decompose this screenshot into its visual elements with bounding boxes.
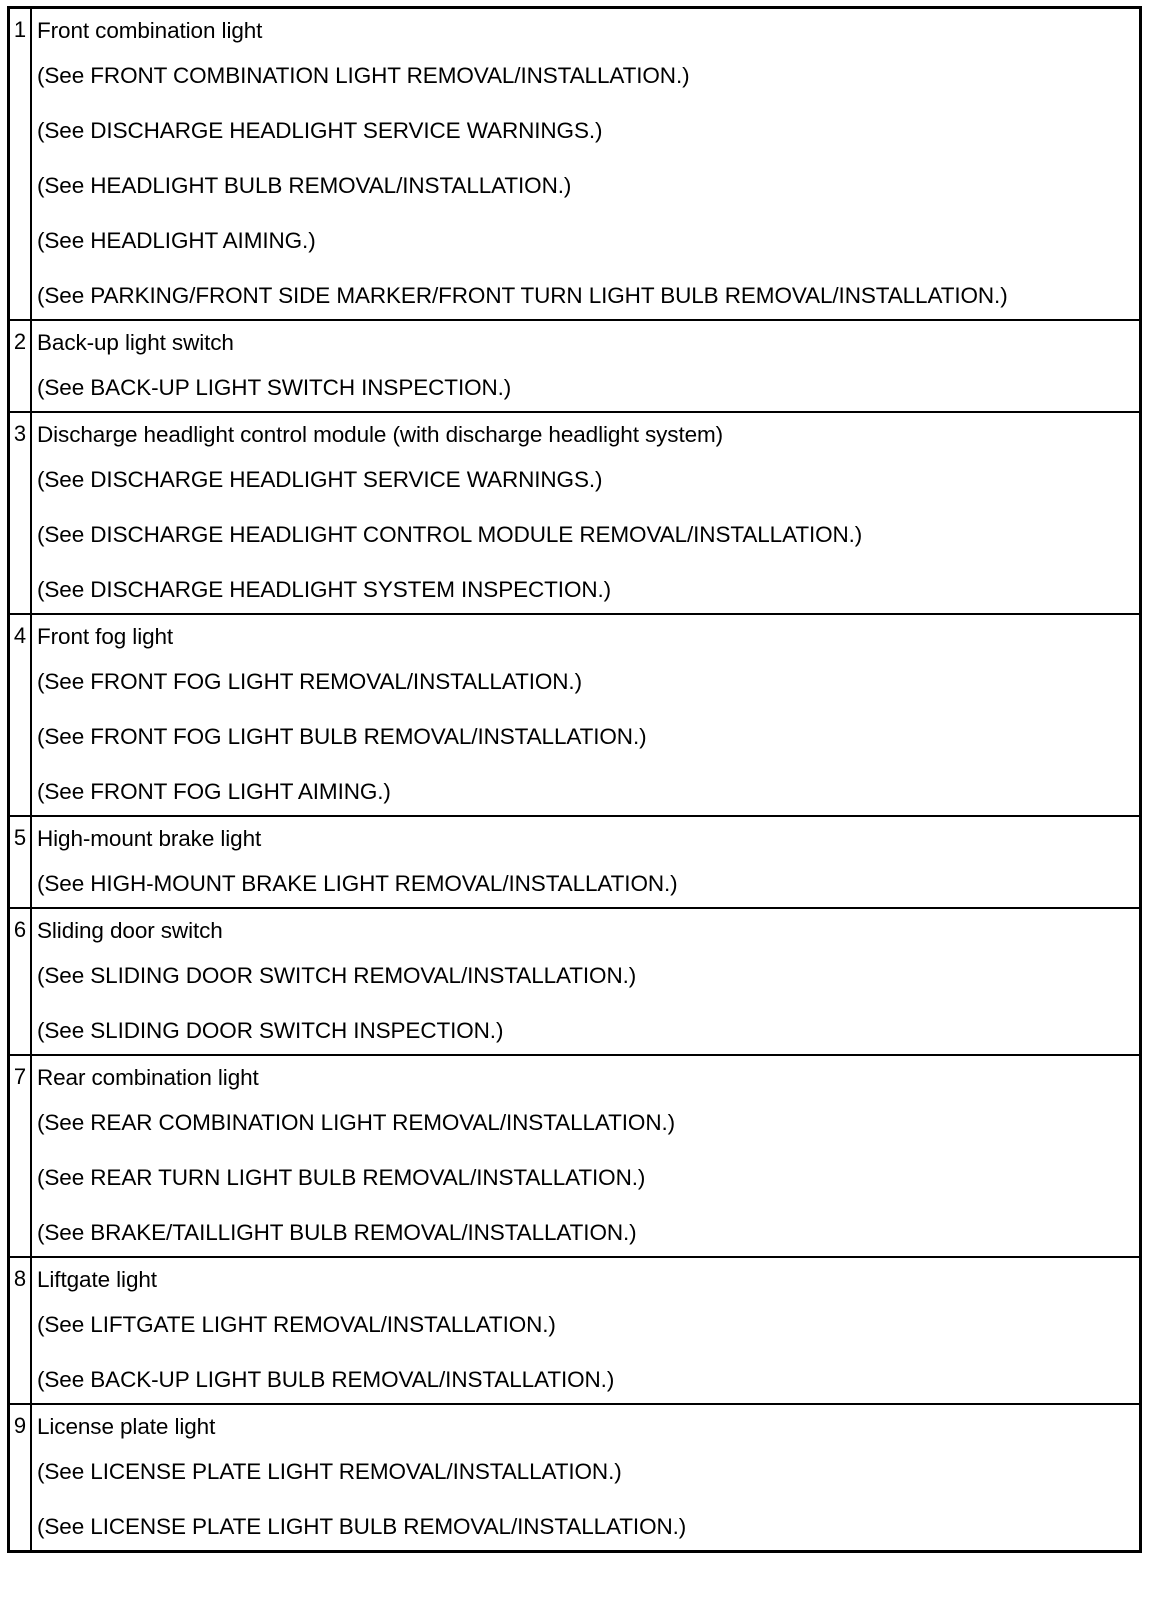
- reference-link[interactable]: (See DISCHARGE HEADLIGHT CONTROL MODULE REMOVAL/INSTALLATION.): [37, 522, 863, 547]
- row-content: [32, 413, 1139, 613]
- table-row: [10, 1054, 1139, 1256]
- component-name: Front fog light: [37, 624, 174, 649]
- reference-link[interactable]: (See FRONT FOG LIGHT REMOVAL/INSTALLATION.): [37, 669, 582, 694]
- table-row: [10, 1403, 1139, 1550]
- row-number: 5: [10, 817, 32, 907]
- reference-link[interactable]: (See DISCHARGE HEADLIGHT SYSTEM INSPECTION.): [37, 577, 612, 602]
- component-name: Front combination light: [37, 18, 263, 43]
- reference-link[interactable]: (See FRONT FOG LIGHT AIMING.): [37, 779, 391, 804]
- reference-link[interactable]: (See SLIDING DOOR SWITCH REMOVAL/INSTALLATION.): [37, 963, 637, 988]
- reference-link[interactable]: (See HIGH-MOUNT BRAKE LIGHT REMOVAL/INSTALLATION.): [37, 871, 678, 896]
- reference-link[interactable]: (See FRONT COMBINATION LIGHT REMOVAL/INSTALLATION.): [37, 63, 690, 88]
- row-number: 2: [10, 321, 32, 411]
- row-content: [32, 1405, 1139, 1550]
- component-name: Rear combination light: [37, 1065, 259, 1090]
- row-content: [32, 1258, 1139, 1403]
- row-number: 8: [10, 1258, 32, 1403]
- reference-link[interactable]: (See LIFTGATE LIGHT REMOVAL/INSTALLATION.): [37, 1312, 556, 1337]
- reference-link[interactable]: (See SLIDING DOOR SWITCH INSPECTION.): [37, 1018, 504, 1043]
- component-table: [7, 6, 1142, 1553]
- component-name: Liftgate light: [37, 1267, 157, 1292]
- table-row: [10, 1256, 1139, 1403]
- component-name: License plate light: [37, 1414, 216, 1439]
- row-number: 6: [10, 909, 32, 1054]
- table-row: [10, 815, 1139, 907]
- reference-link[interactable]: (See LICENSE PLATE LIGHT REMOVAL/INSTALLATION.): [37, 1459, 622, 1484]
- table-row: [10, 9, 1139, 319]
- row-content: [32, 615, 1139, 815]
- table-row: [10, 319, 1139, 411]
- table-row: [10, 411, 1139, 613]
- component-name: Back-up light switch: [37, 330, 234, 355]
- reference-link[interactable]: (See DISCHARGE HEADLIGHT SERVICE WARNINGS.): [37, 118, 603, 143]
- reference-link[interactable]: (See FRONT FOG LIGHT BULB REMOVAL/INSTALLATION.): [37, 724, 647, 749]
- reference-link[interactable]: (See HEADLIGHT AIMING.): [37, 228, 316, 253]
- reference-link[interactable]: (See BACK-UP LIGHT SWITCH INSPECTION.): [37, 375, 512, 400]
- row-number: 7: [10, 1056, 32, 1256]
- component-name: Discharge headlight control module (with discharge headlight system): [37, 422, 724, 447]
- table-row: [10, 613, 1139, 815]
- row-number: 4: [10, 615, 32, 815]
- component-name: High-mount brake light: [37, 826, 262, 851]
- row-content: [32, 1056, 1139, 1256]
- reference-link[interactable]: (See DISCHARGE HEADLIGHT SERVICE WARNINGS.): [37, 467, 603, 492]
- component-name: Sliding door switch: [37, 918, 223, 943]
- row-number: 9: [10, 1405, 32, 1550]
- reference-link[interactable]: (See REAR COMBINATION LIGHT REMOVAL/INSTALLATION.): [37, 1110, 676, 1135]
- reference-link[interactable]: (See BACK-UP LIGHT BULB REMOVAL/INSTALLATION.): [37, 1367, 615, 1392]
- row-content: [32, 909, 1139, 1054]
- reference-link[interactable]: (See PARKING/FRONT SIDE MARKER/FRONT TURN LIGHT BULB REMOVAL/INSTALLATION.): [37, 283, 1008, 308]
- table-row: [10, 907, 1139, 1054]
- row-content: [32, 817, 1139, 907]
- reference-link[interactable]: (See BRAKE/TAILLIGHT BULB REMOVAL/INSTALLATION.): [37, 1220, 637, 1245]
- row-number: 3: [10, 413, 32, 613]
- reference-link[interactable]: (See REAR TURN LIGHT BULB REMOVAL/INSTALLATION.): [37, 1165, 646, 1190]
- reference-link[interactable]: (See LICENSE PLATE LIGHT BULB REMOVAL/INSTALLATION.): [37, 1514, 687, 1539]
- reference-link[interactable]: (See HEADLIGHT BULB REMOVAL/INSTALLATION.): [37, 173, 572, 198]
- row-content: [32, 9, 1139, 319]
- row-number: 1: [10, 9, 32, 319]
- row-content: [32, 321, 1139, 411]
